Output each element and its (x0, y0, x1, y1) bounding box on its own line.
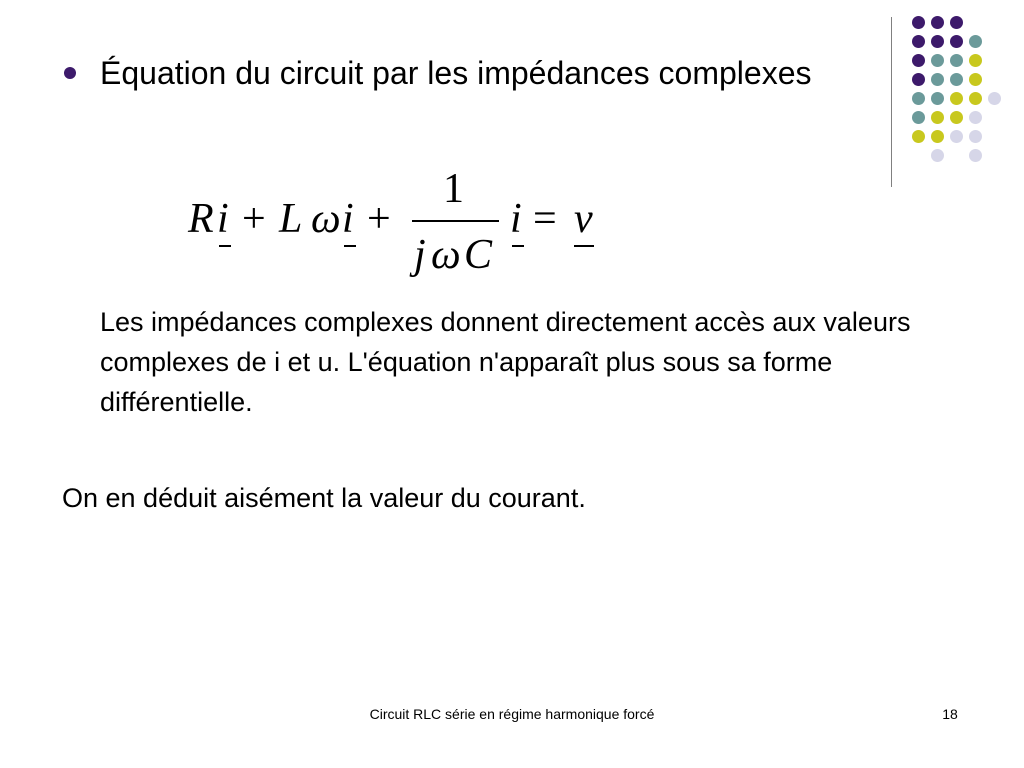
complex-underline (344, 245, 356, 247)
conclusion-text: On en déduit aisément la valeur du courant. (62, 483, 586, 513)
rlc-equation (0, 0, 1024, 300)
eq-symbol-R: R (188, 196, 214, 242)
eq-symbol-i: i (510, 196, 522, 242)
eq-symbol-omega: ω (431, 232, 461, 278)
eq-symbol-omega: ω (311, 196, 341, 242)
complex-underline (219, 245, 231, 247)
eq-numerator: 1 (443, 166, 464, 212)
eq-plus: + (367, 196, 391, 242)
explanation-paragraph: Les impédances complexes donnent directement accès aux valeurs complexes de i et u. L'équation n'apparaît plus sous sa forme différentielle. (100, 307, 911, 417)
eq-plus: + (242, 196, 266, 242)
eq-symbol-i: i (217, 196, 229, 242)
complex-underline (512, 245, 524, 247)
bullet-heading: Équation du circuit par les impédances complexes (100, 55, 812, 91)
complex-underline (574, 245, 594, 247)
eq-symbol-i: i (342, 196, 354, 242)
eq-symbol-L: L (279, 196, 303, 242)
eq-symbol-v: v (574, 196, 593, 242)
eq-equals: = (533, 196, 557, 242)
footer-title: Circuit RLC série en régime harmonique forcé (369, 706, 655, 722)
eq-symbol-C: C (464, 232, 493, 278)
page-number: 18 (942, 706, 958, 722)
eq-symbol-j: j (414, 232, 426, 278)
fraction-bar (412, 220, 499, 222)
